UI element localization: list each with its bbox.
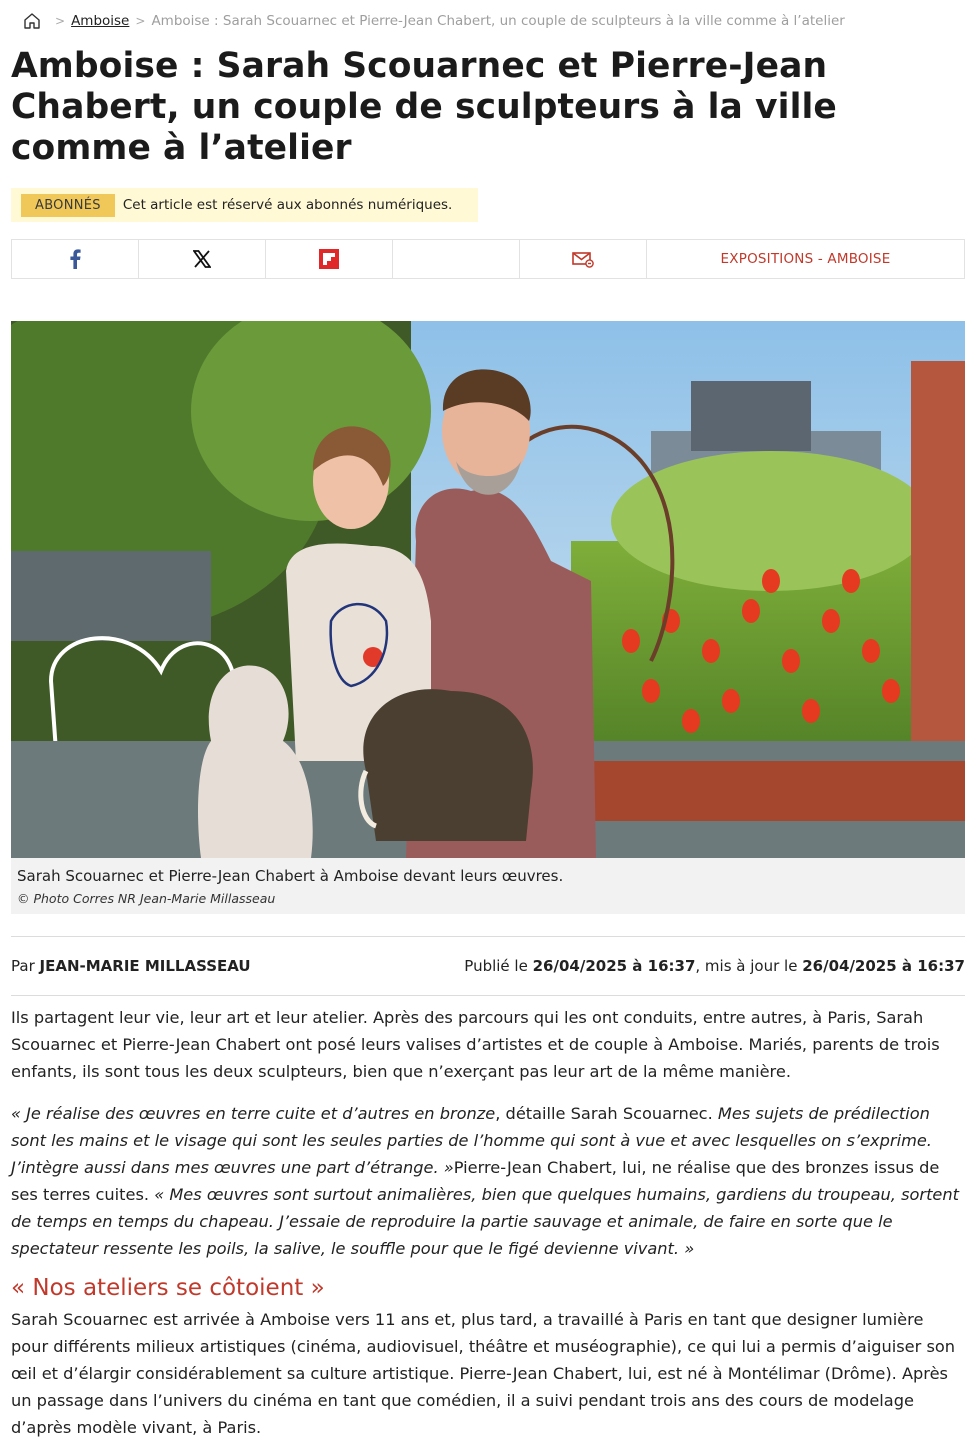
page-title: Amboise : Sarah Scouarnec et Pierre-Jean Chabert, un couple de sculpteurs à la ville comme à l’atelier <box>11 46 837 168</box>
share-x-button[interactable] <box>139 240 266 278</box>
author-prefix: Par <box>11 957 35 975</box>
author-line <box>11 957 251 975</box>
x-icon <box>193 250 211 268</box>
photo-caption <box>11 858 965 914</box>
breadcrumb-link-amboise[interactable]: Amboise <box>71 13 130 29</box>
byline <box>11 937 965 995</box>
subscriber-badge: ABONNÉS <box>21 194 115 217</box>
quote: « Mes œuvres sont surtout animalières, bien que quelques humains, gardiens du troupeau, sortent de temps en temps du chapeau. J’essaie de reproduire la partie sauvage et animale, de faire en sorte que le spectateur ressente les poils, la salive, le souffle pour que le figé devienne vivant. » <box>11 1185 960 1258</box>
photo-credit: © Photo Corres NR Jean-Marie Millasseau <box>17 891 276 906</box>
flipboard-icon <box>319 249 339 269</box>
article-paragraph: Ils partagent leur vie, leur art et leur atelier. Après des parcours qui les ont conduits, entre autres, à Paris, Sarah Scouarnec et Pierre-Jean Chabert ont posé leurs valises d’artistes et de couple à Amboise. Mariés, parents de trois enfants, ils sont tous les deux sculpteurs, bien que n’exerçant pas leur art de la même manière. <box>11 1008 940 1081</box>
breadcrumb-current: Amboise : Sarah Scouarnec et Pierre-Jean Chabert, un couple de sculpteurs à la ville comme à l’atelier <box>151 13 845 29</box>
divider <box>11 995 965 996</box>
share-flipboard-button[interactable] <box>266 240 393 278</box>
article-paragraph: Sarah Scouarnec est arrivée à Amboise vers 11 ans et, plus tard, a travaillé à Paris en tant que designer lumière pour différents milieux artistiques (cinéma, audiovisuel, théâtre et muséographie), ce qui lui a permis d’aiguiser son œil et d’élargir considérablement sa culture artistique. Pierre-Jean Chabert, lui, est né à Montélimar (Drôme). Après un passage dans l’univers du cinéma en tant que comédien, il a suivi pendant trois ans des cours de modelage d’après modèle vivant, à Paris. <box>11 1310 956 1437</box>
photo-illustration <box>11 321 965 858</box>
article-subheading: « Nos ateliers se côtoient » <box>11 1275 325 1301</box>
publication-dates <box>464 957 965 975</box>
subscriber-notice <box>11 188 478 222</box>
facebook-icon <box>69 249 81 269</box>
share-facebook-button[interactable] <box>12 240 139 278</box>
article-text: , détaille Sarah Scouarnec. <box>495 1104 718 1123</box>
published-prefix: Publié le <box>464 957 528 975</box>
updated-prefix: , mis à jour le <box>695 957 798 975</box>
article-body <box>11 1004 965 1441</box>
subscriber-message: Cet article est réservé aux abonnés numériques. <box>122 197 453 213</box>
category-tag-link[interactable]: EXPOSITIONS - AMBOISE <box>720 251 891 267</box>
breadcrumb <box>11 0 965 42</box>
article-photo <box>11 321 965 858</box>
photo-caption-text: Sarah Scouarnec et Pierre-Jean Chabert à Amboise devant leurs œuvres. <box>17 867 564 885</box>
home-icon[interactable] <box>23 12 41 30</box>
page <box>11 0 965 1441</box>
quote: « Je réalise des œuvres en terre cuite et d’autres en bronze <box>11 1104 496 1123</box>
published-date: 26/04/2025 à 16:37 <box>532 957 696 975</box>
mail-icon <box>572 250 594 268</box>
share-bar <box>11 239 965 279</box>
author-name[interactable]: JEAN-MARIE MILLASSEAU <box>39 957 251 975</box>
chevron-right-icon: > <box>135 14 146 28</box>
share-empty-slot <box>393 240 520 278</box>
share-mail-button[interactable] <box>520 240 647 278</box>
article-text: Pierre-Jean Chabert, lui, ne réalise que des bronzes issus de ses terres cuites. <box>11 1158 940 1204</box>
chevron-right-icon: > <box>55 14 66 28</box>
updated-date: 26/04/2025 à 16:37 <box>802 957 965 975</box>
quote: Mes sujets de prédilection sont les mains et le visage qui sont les seules parties de l’homme qui sont à vue et avec lesquelles on s’exprime. J’intègre aussi dans mes œuvres une part d’étrange. » <box>11 1104 932 1177</box>
article-paragraph-quotes <box>11 1100 965 1262</box>
